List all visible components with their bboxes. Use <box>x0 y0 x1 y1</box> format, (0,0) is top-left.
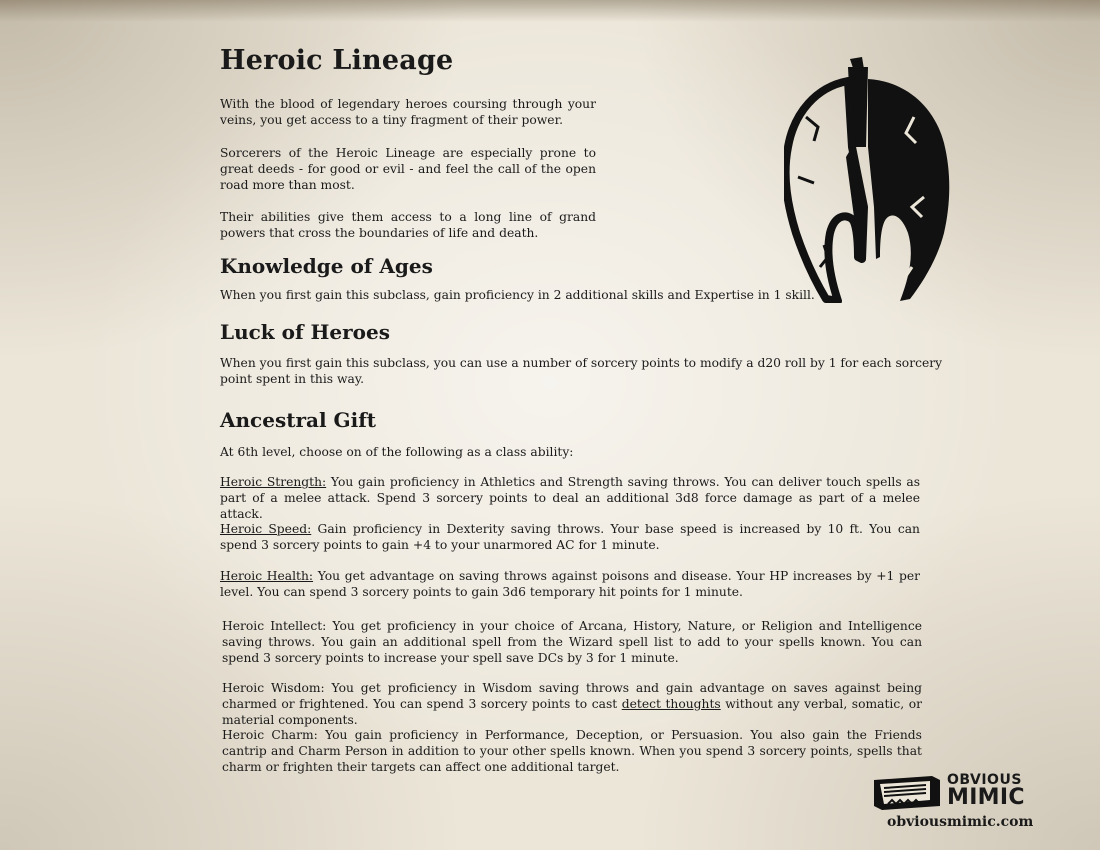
heroic-health-label: Heroic Health: <box>220 569 314 583</box>
intro-paragraph-3: Their abilities give them access to a long line of grand powers that cross the boundaries of life and death. <box>220 210 596 240</box>
heroic-health-text: You get advantage on saving throws against poisons and disease. Your HP increases by +1 per level. You can spend 3 sorcery points to gain 3d6 temporary hit points for 1 minute. <box>220 569 921 599</box>
spartan-helmet-icon <box>784 57 952 303</box>
logo-website-url[interactable]: obviousmimic.com <box>887 814 1034 830</box>
detect-thoughts-link[interactable]: detect thoughts <box>621 697 721 711</box>
heroic-speed-label: Heroic Speed: <box>220 522 312 536</box>
heroic-charm-entry: Heroic Charm: You gain proficiency in Performance, Deception, or Persuasion. You also gain the Friends cantrip and Charm Person in addition to your other spells known. When you spend 3 sorcery points, spells that charm or frighten their targets can affect one additional target. <box>222 728 922 774</box>
mimic-book-icon <box>870 774 944 812</box>
ancestral-gift-lead: At 6th level, choose on of the following as a class ability: <box>220 445 574 459</box>
obvious-mimic-logo <box>870 772 1034 834</box>
heroic-strength-label: Heroic Strength: <box>220 475 327 489</box>
intro-paragraph-2: Sorcerers of the Heroic Lineage are especially prone to great deeds - for good or evil - and feel the call of the open road more than most. <box>220 146 596 192</box>
heroic-strength-text: You gain proficiency in Athletics and Strength saving throws. You can deliver touch spells as part of a melee attack. Spend 3 sorcery points to deal an additional 3d8 force damage as part of a melee attack. <box>220 475 921 521</box>
logo-text-obvious: OBVIOUS <box>947 772 1022 788</box>
heroic-wisdom-text-after: without any verbal, somatic, or material components. <box>222 697 922 727</box>
heading-ancestral-gift: Ancestral Gift <box>220 408 377 432</box>
heroic-health-entry <box>220 568 920 600</box>
intro-paragraph-1: With the blood of legendary heroes coursing through your veins, you get access to a tiny fragment of their power. <box>220 97 596 127</box>
heroic-strength-entry <box>220 474 920 522</box>
logo-text-mimic: MIMIC <box>947 785 1025 810</box>
luck-of-heroes-text: When you first gain this subclass, you can use a number of sorcery points to modify a d20 roll by 1 for each sorcery point spent in this way. <box>220 356 943 386</box>
heroic-speed-text: Gain proficiency in Dexterity saving throws. Your base speed is increased by 10 ft. You can spend 3 sorcery points to gain +4 to your unarmored AC for 1 minute. <box>220 522 920 552</box>
heading-luck-of-heroes: Luck of Heroes <box>220 320 390 344</box>
heroic-wisdom-entry <box>222 680 922 728</box>
parchment-edge <box>0 0 1100 22</box>
heroic-wisdom-text-before: Heroic Wisdom: You get proficiency in Wisdom saving throws and gain advantage on saves against being charmed or frightened. You can spend 3 sorcery points to cast <box>222 681 922 711</box>
knowledge-of-ages-text: When you first gain this subclass, gain proficiency in 2 additional skills and Expertise in 1 skill. <box>220 288 815 302</box>
page-title: Heroic Lineage <box>220 45 454 76</box>
heading-knowledge-of-ages: Knowledge of Ages <box>220 254 433 278</box>
heroic-speed-entry <box>220 521 920 553</box>
heroic-intellect-entry: Heroic Intellect: You get proficiency in your choice of Arcana, History, Nature, or Religion and Intelligence saving throws. You gain an additional spell from the Wizard spell list to add to your spells known. You can spend 3 sorcery points to increase your spell save DCs by 3 for 1 minute. <box>222 619 922 665</box>
